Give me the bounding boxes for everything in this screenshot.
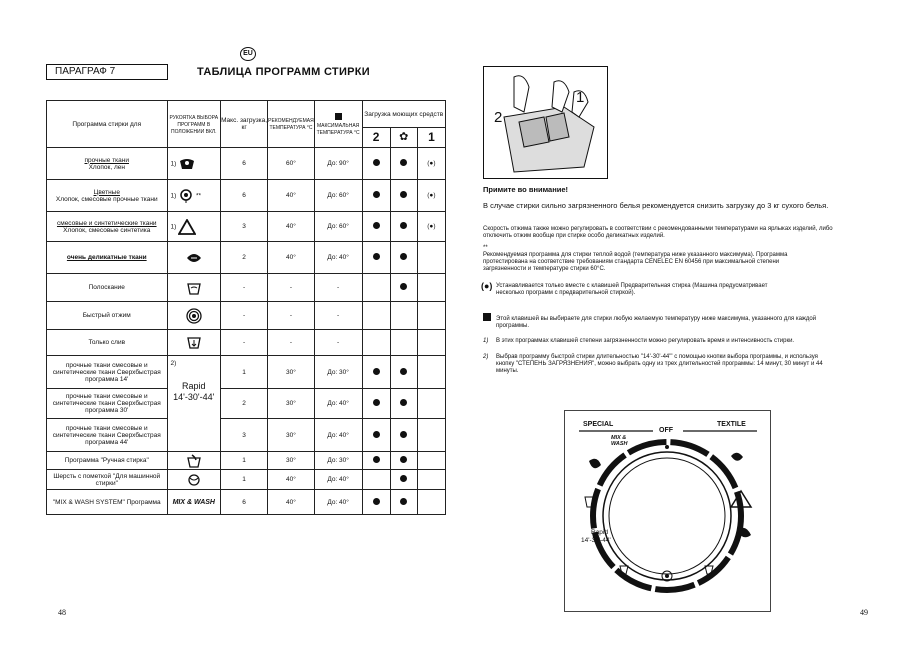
square-icon xyxy=(483,313,491,321)
table-row: "MIX & WASH SYSTEM" Программа MIX & WASH 6 40° До: 40° xyxy=(47,490,446,515)
det-col-2: 2 xyxy=(362,128,390,148)
hand-wash-icon xyxy=(168,454,220,468)
dial-mixwash: MIX & WASH xyxy=(611,435,628,447)
dose-dot xyxy=(400,222,407,229)
dose-dot xyxy=(400,191,407,198)
note2: Выбрав программу быстрой стирки длительностью "14'-30'-44'" с помощью кнопки выбора программы, и используя кнопку "СТЕПЕНЬ ЗАГРЯЗНЕНИЯ", можно выбрать одну из трех длительностей программы: 14 минут, 30 минут и 44 минуты. xyxy=(496,354,823,374)
dose-dot xyxy=(373,399,380,406)
note-stars-mark: ** xyxy=(483,245,488,251)
dial-rapid: Rapid xyxy=(591,529,608,536)
triangle-icon xyxy=(178,219,196,235)
colored-flower-icon xyxy=(178,189,194,203)
note-prewash: Устанавливается только вместе с клавишей Предварительная стирка (Машина предусматривает несколько программ с предварительной стиркой). xyxy=(496,283,768,296)
mix-wash-icon: MIX & WASH xyxy=(167,490,220,515)
dose-dot xyxy=(400,475,407,482)
prewash-mark: (●) xyxy=(481,281,493,291)
dose-dot xyxy=(400,368,407,375)
col-detergent: Загрузка моющих средств xyxy=(362,101,445,128)
drain-icon xyxy=(168,336,220,350)
drawer-label-1: 1 xyxy=(576,89,585,106)
program-table xyxy=(46,100,446,515)
table-row: Цветные Хлопок, смесовые прочные ткани 1) ** 6 40° До: 60° (●) xyxy=(47,180,446,212)
dose-dot xyxy=(400,498,407,505)
col-program: Программа стирки для xyxy=(47,101,168,148)
table-row: Быстрый отжим - - - xyxy=(47,302,446,330)
table-row: прочные ткани смесовые и синтетические ткани Сверхбыстрая программа 14' 2) Rapid 14'-30'-44' 1 30° До: 30° xyxy=(47,356,446,389)
note-main: В случае стирки сильно загрязненного белья рекомендуется снизить загрузку до 3 кг сухого белья. xyxy=(483,201,829,210)
col-max-temp: МАКСИМАЛЬНАЯ ТЕМПЕРАТУРА °C xyxy=(314,101,362,148)
table-row: прочные ткани смесовые и синтетические ткани Сверхбыстрая программа 44' 3 30° До: 40° xyxy=(47,419,446,452)
dose-dot xyxy=(373,159,380,166)
table-row: очень деликатные ткани 2 40° До: 40° xyxy=(47,242,446,274)
cotton-flower-icon xyxy=(178,157,196,171)
eu-logo: EU xyxy=(240,47,256,61)
dial-rapid-times: 14'-30'-44' xyxy=(581,537,611,544)
note1: В этих программах клавишей степени загрязненности можно регулировать время и интенсивность стирки. xyxy=(496,338,795,344)
dose-dot xyxy=(373,191,380,198)
attention-heading: Примите во внимание! xyxy=(483,185,569,194)
dial-off: OFF xyxy=(659,427,673,434)
rapid-cell: 2) Rapid 14'-30'-44' xyxy=(167,356,220,452)
dose-dot xyxy=(400,159,407,166)
dose-dot xyxy=(373,498,380,505)
dial-special: SPECIAL xyxy=(583,421,614,428)
page-title: ТАБЛИЦА ПРОГРАММ СТИРКИ xyxy=(197,66,371,78)
table-row: Полоскание - - - xyxy=(47,274,446,302)
dose-dot xyxy=(373,456,380,463)
col-load: Макс. загрузка, кг xyxy=(221,101,268,148)
detergent-drawer-illustration xyxy=(483,66,608,179)
note2-mark: 2) xyxy=(483,354,489,360)
col-knob: РУКОЯТКА ВЫБОРА ПРОГРАММ В ПОЛОЖЕНИИ ВКЛ. xyxy=(167,101,220,148)
page-number-right: 49 xyxy=(860,608,868,617)
dose-dot xyxy=(400,456,407,463)
spin-icon xyxy=(168,308,220,324)
dose-dot xyxy=(373,368,380,375)
table-row: прочные ткани смесовые и синтетические ткани Сверхбыстрая программа 30' 2 30° До: 40° xyxy=(47,389,446,419)
program-dial xyxy=(564,410,771,612)
page-number-left: 48 xyxy=(58,608,66,617)
table-row: Шерсть с пометкой "Для машинной стирки" 1 40° До: 40° xyxy=(47,470,446,490)
dose-dot xyxy=(400,431,407,438)
dose-dot xyxy=(373,253,380,260)
flower-icon: ✿ xyxy=(390,128,417,148)
table-row: Только слив - - - xyxy=(47,330,446,356)
dose-dot xyxy=(373,222,380,229)
note1-mark: 1) xyxy=(483,338,489,344)
dose-dot xyxy=(400,253,407,260)
note-stars: Рекомендуемая программа для стирки теплой водой (температура ниже указанного максимума). Программа протестирована на соответствие требованиям стандарта CENELEC EN 60456 при максимальной степени загрязненности и температуре стирки 60°C. xyxy=(483,252,788,272)
note-square: Этой клавишей вы выбираете для стирки любую желаемую температуру ниже максимума, указанного для каждой программы. xyxy=(496,316,817,329)
dial-textile: TEXTILE xyxy=(717,421,746,428)
rinse-icon xyxy=(168,281,220,295)
table-row: прочные ткани Хлопок, лен 1) 6 60° До: 90° (●) xyxy=(47,148,446,180)
dose-dot xyxy=(373,431,380,438)
table-row: Программа "Ручная стирка" 1 30° До: 30° xyxy=(47,452,446,470)
dose-dot xyxy=(400,399,407,406)
note-spin: Скорость отжима также можно регулировать в соответствии с рекомендованными температурами на ярлыках изделий, либо отключить отжим вообще при стирке особо деликатных изделий. xyxy=(483,226,833,239)
wool-icon xyxy=(168,473,220,487)
paragraph-box: ПАРАГРАФ 7 xyxy=(46,64,168,80)
det-col-1: 1 xyxy=(417,128,445,148)
table-row: смесовые и синтетические ткани Хлопок, смесовые синтетика 1) 3 40° До: 60° (●) xyxy=(47,212,446,242)
dose-dot xyxy=(400,283,407,290)
drawer-label-2: 2 xyxy=(494,109,503,126)
delicate-icon xyxy=(168,250,220,266)
col-rec-temp: РЕКОМЕНДУЕМАЯ ТЕМПЕРАТУРА °C xyxy=(268,101,315,148)
